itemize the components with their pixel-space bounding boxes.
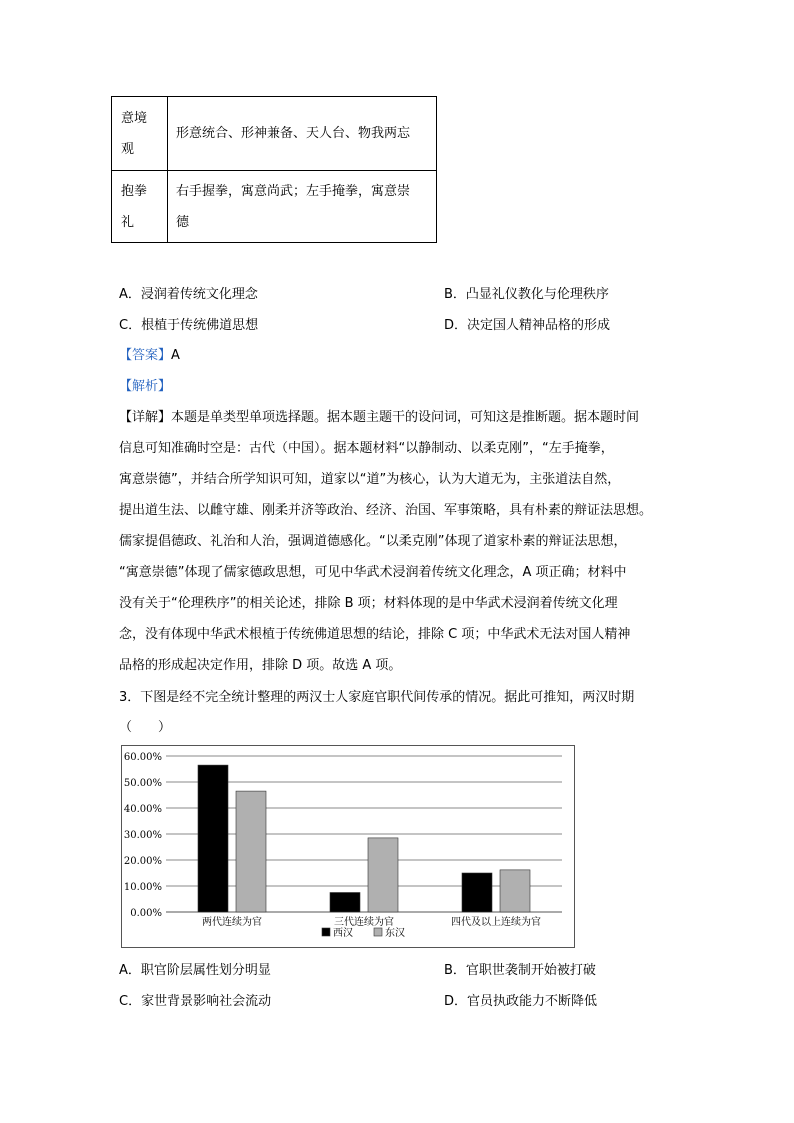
table-key-line: 意境 xyxy=(121,110,148,126)
table-key-line: 礼 xyxy=(121,214,135,230)
y-tick-label: 0.00% xyxy=(130,908,162,919)
q3-stem-bracket: （ ） xyxy=(119,720,172,735)
detail-line: 提出道生法、以雌守雄、刚柔并济等政治、经济、治国、军事策略，具有朴素的辩证法思想。 xyxy=(119,503,653,518)
q3-option-a[interactable]: A．职官阶层属性划分明显 xyxy=(119,963,271,978)
table-value-line: 右手握拳，寓意尚武；左手掩拳，寓意崇 xyxy=(176,183,411,199)
detail-line: 念，没有体现中华武术根植于传统佛道思想的结论，排除 C 项；中华武术无法对国人精神 xyxy=(119,627,631,642)
table-value-line: 形意统合、形神兼备、天人台、物我两忘 xyxy=(176,126,411,141)
q2-option-a[interactable]: A．浸润着传统文化理念 xyxy=(119,287,258,302)
y-tick-label: 40.00% xyxy=(123,804,162,815)
table-key-cell xyxy=(112,97,168,171)
q3-option-d[interactable]: D．官员执政能力不断降低 xyxy=(444,994,598,1009)
q3-option-c[interactable]: C．家世背景影响社会流动 xyxy=(119,994,272,1009)
y-tick-label: 60.00% xyxy=(123,752,162,763)
legend-label: 东汉 xyxy=(385,928,405,939)
table-value-cell xyxy=(168,171,437,243)
y-tick-label: 50.00% xyxy=(123,778,162,789)
detail-line: 【详解】本题是单类型单项选择题。据本题主题干的设问词，可知这是推断题。据本题时间 xyxy=(119,410,640,425)
answer-label: 【答案】 xyxy=(119,348,172,363)
q2-option-d[interactable]: D．决定国人精神品格的形成 xyxy=(444,318,611,333)
x-tick-label: 三代连续为官 xyxy=(334,917,394,928)
bar-eastern-han xyxy=(368,838,398,912)
q3-option-b[interactable]: B．官职世袭制开始被打破 xyxy=(444,963,596,978)
table-key-cell xyxy=(112,171,168,243)
analysis-label: 【解析】 xyxy=(119,379,172,394)
q3-stem: 3．下图是经不完全统计整理的两汉士人家庭官职代间传承的情况。据此可推知，两汉时期 xyxy=(119,690,635,705)
answer-line xyxy=(119,344,180,363)
legend-label: 西汉 xyxy=(333,928,353,939)
detail-line: “寓意崇德”体现了儒家德政思想，可见中华武术浸润着传统文化理念，A 项正确；材料中 xyxy=(119,565,627,580)
answer-value: A xyxy=(171,348,180,363)
legend-swatch xyxy=(374,928,382,936)
chart-canvas xyxy=(122,746,574,947)
bar-chart xyxy=(121,745,575,948)
detail-line: 品格的形成起决定作用，排除 D 项。故选 A 项。 xyxy=(119,658,402,673)
bar-eastern-han xyxy=(500,870,530,912)
bar-eastern-han xyxy=(236,791,266,912)
bar-western-han xyxy=(330,893,360,913)
y-tick-label: 10.00% xyxy=(123,882,162,893)
table-value-line: 德 xyxy=(176,214,190,230)
detail-line: 寓意崇德”，并结合所学知识可知，道家以“道”为核心，认为大道无为，主张道法自然， xyxy=(119,472,621,487)
concept-table xyxy=(111,96,437,243)
bar-western-han xyxy=(462,873,492,912)
table-value-cell xyxy=(168,97,437,171)
y-tick-label: 30.00% xyxy=(123,830,162,841)
x-tick-label: 两代连续为官 xyxy=(202,917,262,928)
table-key-line: 抱拳 xyxy=(121,183,148,199)
detail-line: 没有关于“伦理秩序”的相关论述，排除 B 项；材料体现的是中华武术浸润着传统文化理 xyxy=(119,596,618,611)
x-tick-label: 四代及以上连续为官 xyxy=(451,917,541,928)
table-key-line: 观 xyxy=(121,141,135,157)
y-tick-label: 20.00% xyxy=(123,856,162,867)
q2-option-c[interactable]: C．根植于传统佛道思想 xyxy=(119,318,259,333)
table-row xyxy=(112,171,437,243)
table-row xyxy=(112,97,437,171)
detail-line: 儒家提倡德政、礼治和人治，强调道德感化。“以柔克刚”体现了道家朴素的辩证法思想， xyxy=(119,534,627,549)
bar-western-han xyxy=(198,765,228,912)
legend-swatch xyxy=(322,928,330,936)
detail-line: 信息可知准确时空是：古代（中国）。据本题材料“以静制动、以柔克刚”，“左手掩拳， xyxy=(119,441,614,456)
q2-option-b[interactable]: B．凸显礼仪教化与伦理秩序 xyxy=(444,287,609,302)
